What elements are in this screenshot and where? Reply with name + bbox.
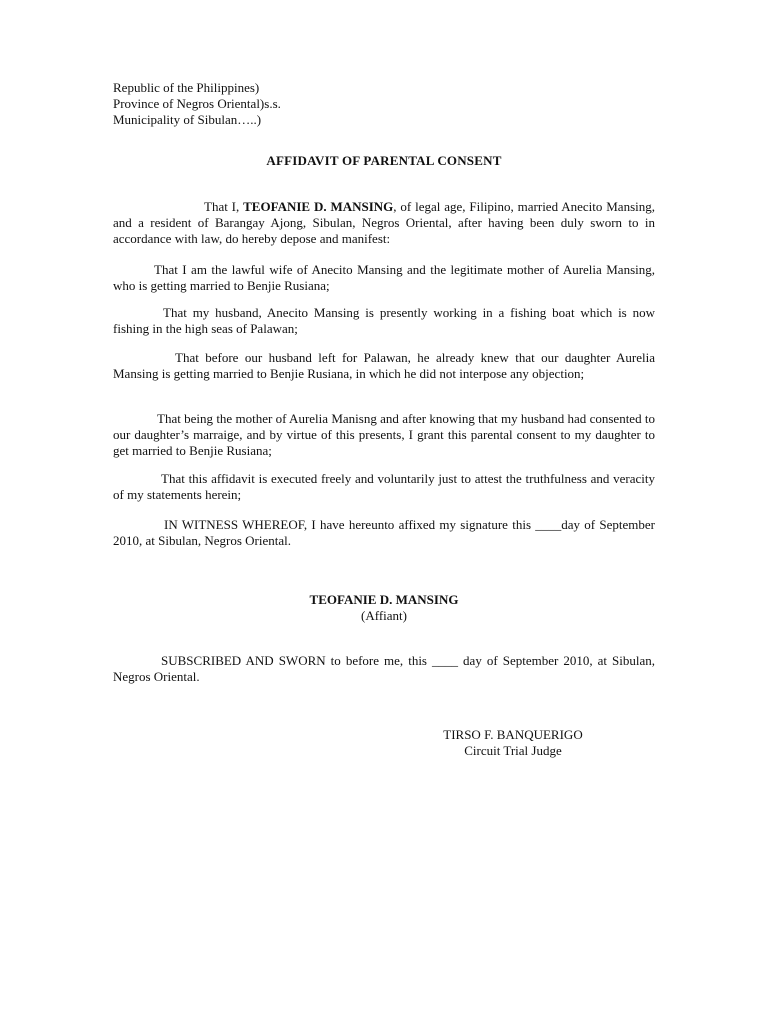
paragraph-witness-whereof: IN WITNESS WHEREOF, I have hereunto affixed my signature this ____day of September 2010, at Sibulan, Negros Oriental. [113,517,655,548]
affiant-name: TEOFANIE D. MANSING [309,592,459,607]
affidavit-page [113,0,655,1024]
affiant-name-inline: TEOFANIE D. MANSING [243,199,394,214]
affiant-role: (Affiant) [361,608,407,623]
venue-line-province: Province of Negros Oriental)s.s. [113,96,281,111]
affiant-signature-block [113,592,655,624]
venue-header [113,80,655,128]
document-title: AFFIDAVIT OF PARENTAL CONSENT [266,153,502,168]
paragraph-introduction [113,199,655,247]
judge-name: TIRSO F. BANQUERIGO [443,727,583,742]
venue-line-municipality: Municipality of Sibulan…..) [113,112,262,127]
paragraph-freely-executed: That this affidavit is executed freely and voluntarily just to attest the truthfulness and veracity of my statements herein; [113,471,655,502]
judge-signature-block [413,727,613,759]
intro-text-b: , of legal age, Filipino, married Anecito Mansing, and a resident of Barangay Ajong, Sibulan, Negros Oriental, after having been duly sworn to in accordance with law, do hereby depose and manifest: [113,199,655,246]
venue-line-republic: Republic of the Philippines) [113,80,260,95]
judge-title: Circuit Trial Judge [464,743,562,758]
intro-text-a: That I, [204,199,244,214]
paragraph-husband-working: That my husband, Anecito Mansing is presently working in a fishing boat which is now fishing in the high seas of Palawan; [113,305,655,336]
paragraph-lawful-wife: That I am the lawful wife of Anecito Mansing and the legitimate mother of Aurelia Mansing, who is getting married to Benjie Rusiana; [113,262,655,293]
paragraph-husband-knew: That before our husband left for Palawan, he already knew that our daughter Aurelia Mansing is getting married to Benjie Rusiana, in which he did not interpose any objection; [113,350,655,381]
paragraph-grant-consent: That being the mother of Aurelia Manisng and after knowing that my husband had consented to our daughter’s marraige, and by virtue of this presents, I grant this parental consent to my daughter to get married to Benjie Rusiana; [113,411,655,458]
jurat-paragraph: SUBSCRIBED AND SWORN to before me, this ____ day of September 2010, at Sibulan, Negros Oriental. [113,653,655,684]
